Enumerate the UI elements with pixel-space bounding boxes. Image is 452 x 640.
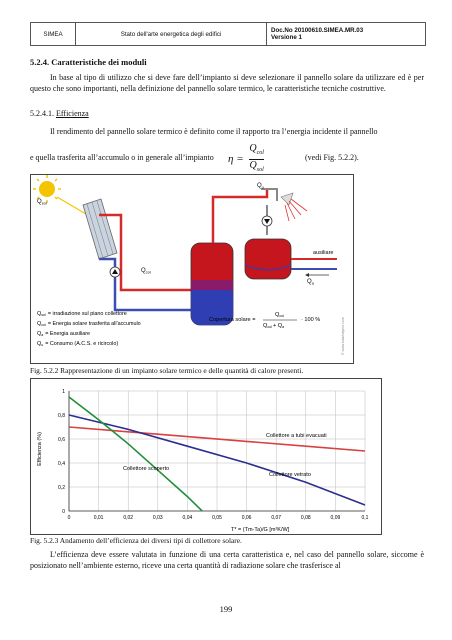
y-tick-label: 0,2 <box>58 485 65 491</box>
solar-collector <box>83 199 117 259</box>
section-heading: 5.2.4. Caratteristiche dei moduli <box>30 57 147 67</box>
y-tick-label: 0 <box>62 509 65 515</box>
header-docinfo <box>267 23 425 45</box>
auxiliary-boiler <box>245 239 291 279</box>
closing-paragraph: L’efficienza deve essere valutata in funzione di una certa caratteristica e, nel caso del pannello solare, siccome è posizionato nell’ambiente esterno, riceve una certa quantità di radiazione solare che trasferisce al <box>30 550 424 570</box>
y-tick-label: 1 <box>62 389 65 395</box>
svg-text:Qsol= irradiazione sul piano c: $Q_{sol}$ = irradiazione sul piano collettore <box>37 311 127 318</box>
formula-numerator: $Q_{col}$ <box>249 143 264 160</box>
y-tick-label: 0,8 <box>58 413 65 419</box>
svg-text:Qu= Consumo (A.C.S. e ricircol: $Q_u$ = Consumo (A.C.S. e ricircolo) <box>37 341 119 348</box>
x-tick-label: 0,05 <box>212 515 222 521</box>
subsection-number: 5.2.4.1. <box>30 109 54 118</box>
diagram-legend <box>37 311 141 347</box>
svg-text:Qcol+ Qa: $Q_{col}+ Q_a$ <box>263 323 285 330</box>
formula-denominator: $Q_{sol}$ <box>249 160 264 173</box>
paragraph-2: Il rendimento del pannello solare termico è definito come il rapporto tra l’energia incidente il pannello <box>50 127 378 136</box>
header-version: Versione 1 <box>271 34 302 41</box>
chart-svg <box>31 379 381 534</box>
watermark: © www.solarbayern.com <box>341 317 345 355</box>
paragraph-1: In base al tipo di utilizzo che si deve fare dell’impianto si deve selezionare il pannello solare da utilizzare ed è per questo che sono importanti, nella definizione del pannello solare termico, le caratteristiche tecniche costruttive. <box>30 73 424 93</box>
subsection-heading <box>30 108 424 119</box>
y-tick-label: 0,4 <box>58 461 65 467</box>
svg-text:Qcol= Energia solare trasferit: $Q_{col}$ = Energia solare trasferita all'accumulo <box>37 321 141 328</box>
header-doc-no: Doc.No 20100610.SIMEA.MR.03 <box>271 27 364 34</box>
x-tick-label: 0,02 <box>123 515 134 521</box>
auxiliary-label: ausiliare <box>313 250 334 256</box>
formula-fraction <box>249 143 264 176</box>
x-tick-label: 0,06 <box>241 515 252 521</box>
page-header <box>30 22 426 46</box>
x-tick-label: 0,09 <box>330 515 341 521</box>
figure-reference: (vedi Fig. 5.2.2). <box>305 153 359 162</box>
x-tick-label: 0,01 <box>93 515 104 521</box>
series-label-evacuated: Collettore a tubi evacuati <box>266 433 327 439</box>
x-tick-label: 0,03 <box>152 515 163 521</box>
header-title: Stato dell'arte energetica degli edifici <box>76 23 267 45</box>
figure1-caption: Fig. 5.2.2 Rappresentazione di un impianto solare termico e delle quantità di calore presenti. <box>30 366 304 375</box>
chart-xlabel: T* = (Tm-Ta)/G [m²K/W] <box>231 527 290 533</box>
series-label-glazed: Collettore vetrato <box>269 472 311 478</box>
qcol-label: $Q_{col}$ <box>141 268 151 275</box>
header-org: SIMEA <box>31 23 76 45</box>
y-tick-label: 0,6 <box>58 437 65 443</box>
efficiency-formula <box>228 143 264 176</box>
svg-text:Qcol: $Q_{col}$ <box>275 312 284 319</box>
x-tick-label: 0,04 <box>182 515 193 521</box>
x-tick-label: 0,07 <box>271 515 282 521</box>
qsol-label: $Q_{sol}$ <box>37 199 47 206</box>
svg-text:Copertura solare =: Copertura solare = <box>209 317 256 323</box>
svg-text:Qa= Energia ausiliare: $Q_a$ = Energia ausiliare <box>37 331 91 338</box>
page-number: 199 <box>219 604 233 614</box>
x-tick-label: 0,08 <box>300 515 311 521</box>
qu-label: $Q_u$ <box>257 183 264 190</box>
svg-text:· 100 %: · 100 % <box>301 317 321 323</box>
paragraph-3: e quella trasferita all’accumulo o in generale all’impianto <box>30 153 214 162</box>
sun-icon <box>33 175 91 217</box>
figure2-caption: Fig. 5.2.3 Andamento dell’efficienza dei diversi tipi di collettore solare. <box>30 536 242 545</box>
storage-tank <box>191 243 233 325</box>
shower-icon <box>281 193 307 221</box>
chart-ylabel: Efficienza (%) <box>37 432 43 466</box>
formula-eta: η = <box>228 153 244 166</box>
section-heading-block <box>30 57 424 68</box>
diagram-svg <box>31 175 353 363</box>
efficiency-chart <box>30 378 382 535</box>
x-tick-label: 0,1 <box>361 515 369 521</box>
solar-system-diagram <box>30 174 354 364</box>
x-tick-label: 0 <box>67 515 71 521</box>
series-label-unglazed: Collettore scoperto <box>123 466 170 472</box>
qa-label: $Q_a$ <box>307 279 314 286</box>
subsection-title: Efficienza <box>56 109 89 118</box>
